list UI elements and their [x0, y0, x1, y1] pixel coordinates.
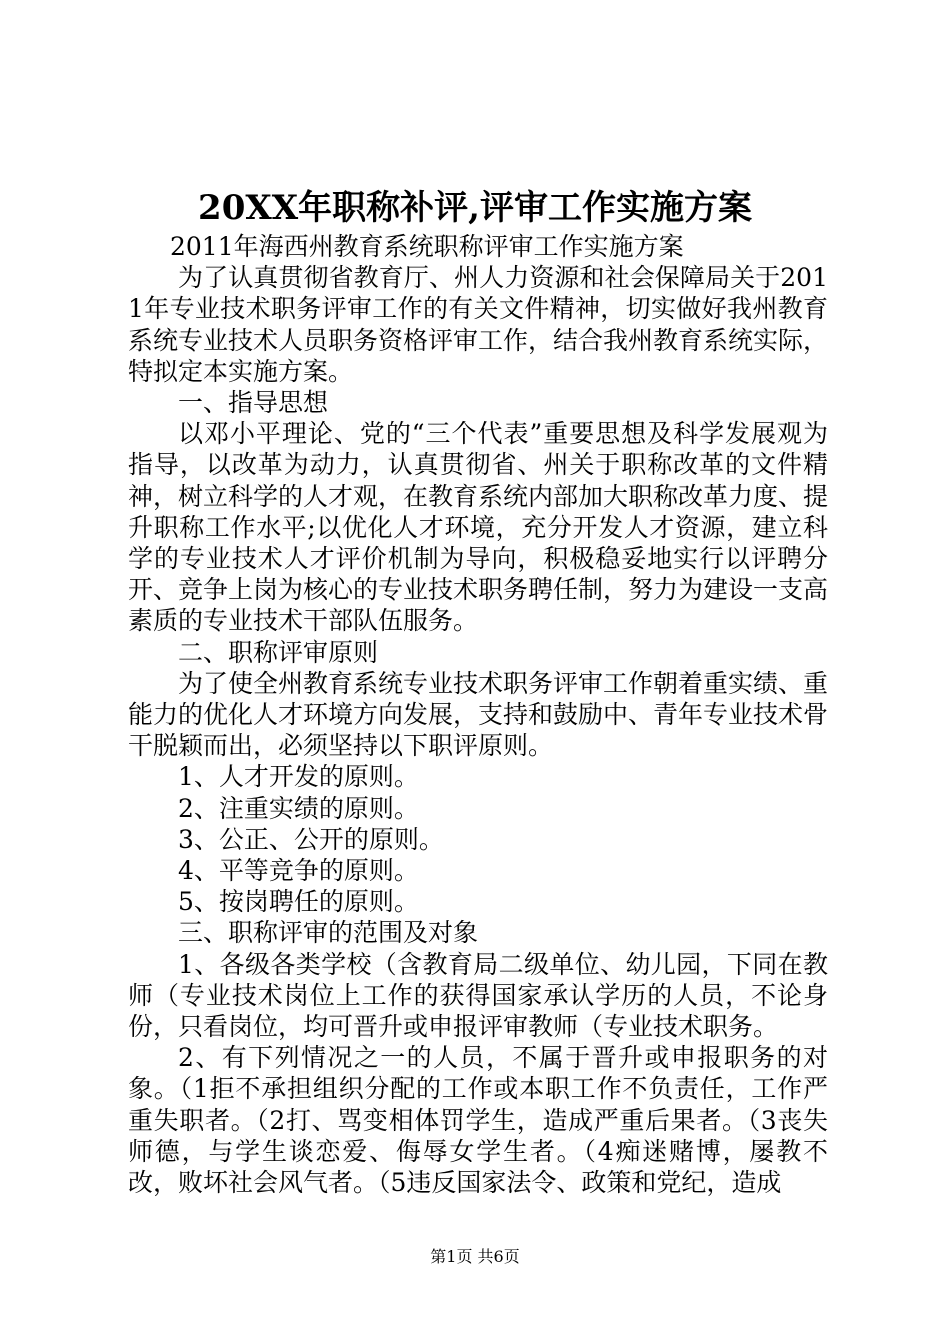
list-item-principle-4: 4、平等竞争的原则。: [178, 856, 419, 886]
paragraph-principles: 为了使全州教育系统专业技术职务评审工作朝着重实绩、重能力的优化人才环境方向发展，支持和鼓励中、青年专业技术骨干脱颖而出，必须坚持以下职评原则。: [128, 668, 829, 761]
list-item-principle-3: 3、公正、公开的原则。: [178, 824, 444, 854]
document-title: 20XX年职称补评,评审工作实施方案: [198, 188, 752, 228]
list-item-principle-1: 1、人才开发的原则。: [178, 762, 419, 792]
paragraph-intro: 为了认真贯彻省教育厅、州人力资源和社会保障局关于2011年专业技术职务评审工作的有关文件精神，切实做好我州教育系统专业技术人员职务资格评审工作，结合我州教育系统实际，特拟定本实施方案。: [128, 263, 829, 386]
section-heading-principles: 二、职称评审原则: [178, 637, 379, 667]
list-item-principle-2: 2、注重实绩的原则。: [178, 793, 419, 823]
paragraph-guiding-ideology: 以邓小平理论、党的“三个代表”重要思想及科学发展观为指导，以改革为动力，认真贯彻省、州关于职称改革的文件精神，树立科学的人才观，在教育系统内部加大职称改革力度、提升职称工作水平;以优化人才环境，充分开发人才资源，建立科学的专业技术人才评价机制为导向，积极稳妥地实行以评聘分开、竞争上岗为核心的专业技术职务聘任制，努力为建设一支高素质的专业技术干部队伍服务。: [128, 419, 829, 636]
paragraph-subtitle: 2011年海西州教育系统职称评审工作实施方案: [170, 232, 684, 261]
paragraph-scope-1: 1、各级各类学校（含教育局二级单位、幼儿园，下同在教师（专业技术岗位上工作的获得国家承认学历的人员，不论身份，只看岗位，均可晋升或申报评审教师（专业技术职务。: [128, 949, 828, 1042]
section-heading-guiding-ideology: 一、指导思想: [178, 388, 329, 418]
page-footer: 第1页 共6页: [430, 1247, 520, 1266]
section-heading-scope: 三、职称评审的范围及对象: [178, 918, 479, 948]
document-body: [128, 231, 828, 1198]
list-item-principle-5: 5、按岗聘任的原则。: [178, 887, 419, 917]
paragraph-scope-2: 2、有下列情况之一的人员，不属于晋升或申报职务的对象。（1拒不承担组织分配的工作或本职工作不负责任，工作严重失职者。（2打、骂变相体罚学生，造成严重后果者。（3丧失师德，与学生谈恋爱、侮辱女学生者。（4痴迷赌博，屡教不改，败坏社会风气者。（5违反国家法令、政策和党纪，造成: [128, 1043, 828, 1198]
